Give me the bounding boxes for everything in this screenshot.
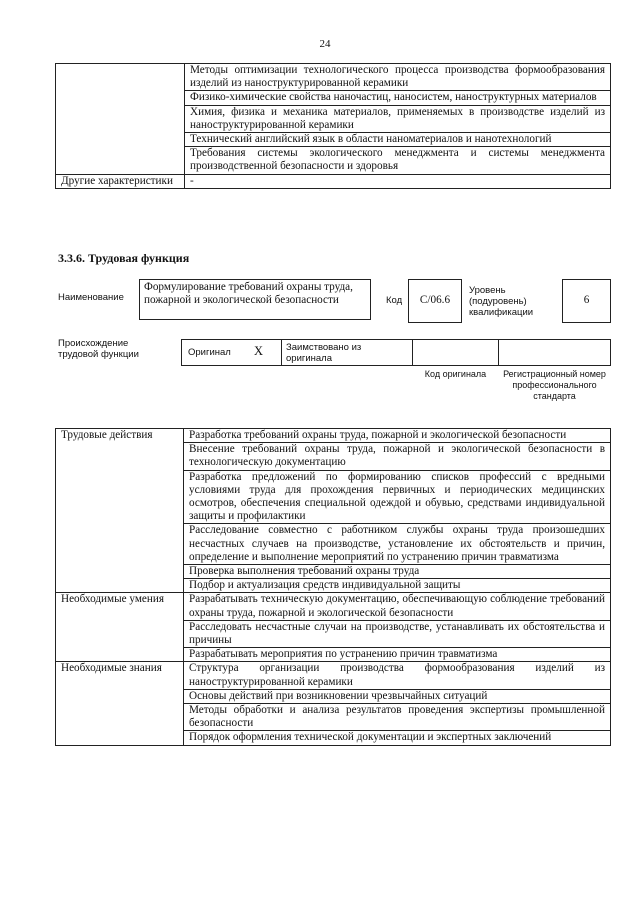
origin-borrowed-box [281,339,413,366]
row-item: Физико-химические свойства наночастиц, наносистем, наноструктурных материалов [185,91,611,105]
row-item: Внесение требований охраны труда, пожарной и экологической безопасности в технологическую документацию [184,443,611,470]
row-label: Трудовые действия [56,429,184,593]
origin-original-box [181,339,282,366]
row-item: Разработка требований охраны труда, пожарной и экологической безопасности [184,429,611,443]
knowledge-table-continued [55,63,611,189]
level-label: Уровень (подуровень) квалификации [469,285,534,318]
function-name-box [139,279,371,320]
table-row [56,64,611,91]
origin-mark: X [254,344,264,358]
row-label: Другие характеристики [56,174,185,188]
table-row [56,593,611,620]
row-item: Разрабатывать мероприятия по устранению причин травматизма [184,648,611,662]
row-item: Химия, физика и механика материалов, применяемых в производстве изделий из наноструктурированной керамики [185,105,611,132]
row-item: Требования системы экологического менеджмента и системы менеджмента производственной безопасности и здоровья [185,147,611,174]
origin-borrowed-text: Заимствовано из оригинала [286,342,362,364]
row-item: Разрабатывать техническую документацию, обеспечивающую соблюдение требований охраны труда, пожарной и экологической безопасности [184,593,611,620]
row-item: Расследовать несчастные случаи на производстве, устанавливать их обстоятельства и причины [184,620,611,647]
row-item: Порядок оформления технической документации и экспертных заключений [184,731,611,745]
section-heading: 3.3.6. Трудовая функция [58,251,190,265]
row-item: Проверка выполнения требований охраны труда [184,565,611,579]
row-item: Подбор и актуализация средств индивидуальной защиты [184,579,611,593]
row-item: Расследование совместно с работником службы охраны труда произошедших несчастных случаев на производстве, установление их обстоятельств и причин, определение и выполнение мероприятий по устранению причин травматизма [184,524,611,565]
row-item: Структура организации производства формообразования изделий из наноструктурированной керамики [184,662,611,689]
row-item: Разработка предложений по формированию списков профессий с вредными условиями труда для прохождения первичных и периодических медицинских осмотров, обеспечения специальной одеждой и обувью, средствами индивидуальной защиты и профилактики [184,470,611,524]
registration-number-caption: Регистрационный номер профессионального стандарта [503,369,606,401]
page-number: 24 [319,38,331,50]
function-name: Формулирование требований охраны труда, пожарной и экологической безопасности [144,281,353,307]
row-label: Необходимые знания [56,662,184,745]
code-value: С/06.6 [419,294,451,307]
table-row [56,174,611,188]
row-item: Основы действий при возникновении чрезвычайных ситуаций [184,689,611,703]
row-label [56,64,185,175]
code-label: Код [386,295,403,306]
labor-function-table [55,428,611,746]
original-code-box [412,339,499,366]
level-value: 6 [583,294,590,307]
row-item: Методы обработки и анализа результатов проведения экспертизы промышленной безопасности [184,704,611,731]
origin-original-text: Оригинал [188,347,231,358]
level-box [562,279,611,323]
row-item: Методы оптимизации технологического процесса производства формообразования изделий из наноструктурированной керамики [185,64,611,91]
row-label: Необходимые умения [56,593,184,662]
table-row [56,429,611,443]
name-label: Наименование [58,292,124,303]
table-row [56,662,611,689]
original-code-caption: Код оригинала [424,369,487,379]
row-item: Технический английский язык в области наноматериалов и нанотехнологий [185,133,611,147]
code-box [408,279,462,323]
registration-number-box [498,339,611,366]
row-item: - [185,174,611,188]
origin-label: Происхождение трудовой функции [58,338,139,360]
